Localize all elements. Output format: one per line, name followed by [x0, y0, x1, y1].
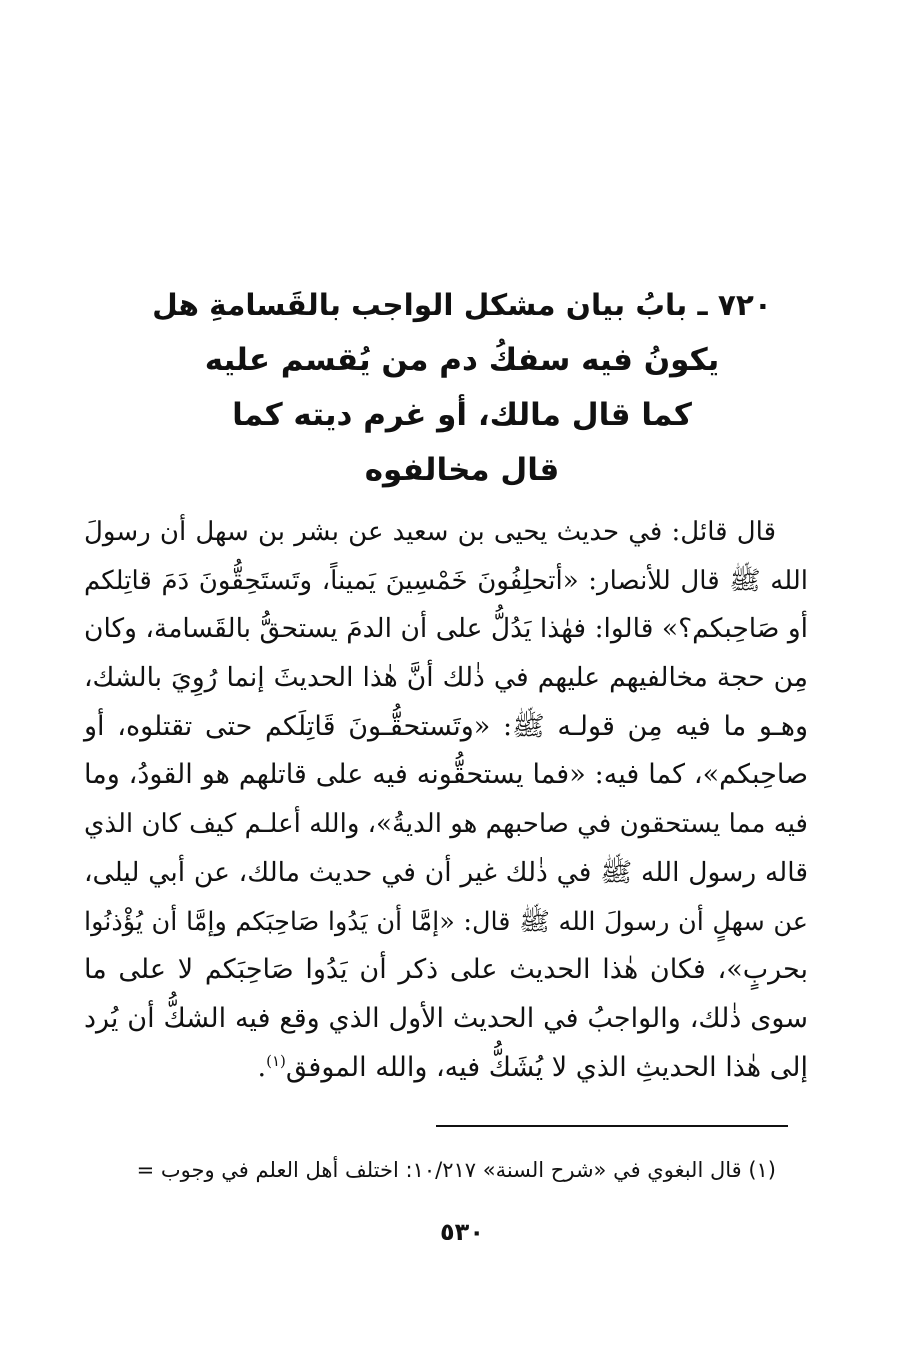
text-line: سوى ذٰلك، والواجبُ في الحديث الأول الذي وقع فيه الشكُّ أن يُرد [84, 1002, 808, 1034]
text-line: أو صَاحِبكم؟» قالوا: فهٰذا يَدُلُّ على أن الدمَ يستحقُّ بالقَسامة، وكان [84, 613, 808, 645]
text-line: عن سهلٍ أن رسولَ الله ﷺ قال: «إمَّا أن يَدُوا صَاحِبَكم وإمَّا أن يُؤْذنُوا [84, 906, 808, 937]
footnote-reference: (١) [266, 1051, 286, 1070]
text-line: فيه مما يستحقون في صاحبهم هو الديةُ»، والله أعلـم كيف كان الذي [84, 809, 808, 840]
chapter-heading-line: يكونُ فيه سفكُ دم من يُقسم عليه [204, 342, 720, 378]
chapter-heading [150, 278, 774, 498]
text-line: صاحِبكم»، كما فيه: «فما يستحقُّونه فيه على قاتلهم هو القودُ، وما [84, 759, 808, 791]
text-line: بحربٍ»، فكان هٰذا الحديث على ذكر أن يَدُوا صَاحِبَكم لا على ما [84, 954, 808, 986]
last-line-text: إلى هٰذا الحديثِ الذي لا يُشَكُّ فيه، والله الموفق [285, 1051, 808, 1083]
chapter-heading-line: كما قال مالك، أو غرم ديته كما [232, 397, 692, 433]
last-text-line [84, 1044, 808, 1093]
text-line: قال قائل: في حديث يحيى بن سعيد عن بشر بن سهل أن رسولَ [84, 517, 776, 547]
end-period: . [257, 1051, 267, 1083]
text-line: الله ﷺ قال للأنصار: «أتحلِفُونَ خَمْسِينَ يَميناً، وتَستَحِقُّونَ دَمَ قاتِلكم [84, 565, 808, 596]
page-number: ٥٣٠ [440, 1218, 484, 1246]
text-line: وهـو ما فيه مِن قولـه ﷺ: «وتَستحقُّـونَ قَاتِلَكم حتى تقتلوه، أو [84, 710, 808, 742]
body-paragraph [84, 508, 808, 1092]
chapter-heading-line: ٧٢٠ ـ بابُ بيان مشكل الواجب بالقَسامةِ هل [152, 288, 772, 322]
footnote: (١) قال البغوي في «شرح السنة» ١٠/٢١٧: اختلف أهل العلم في وجوب = [136, 1158, 776, 1182]
text-line: مِن حجة مخالفيهم عليهم في ذٰلك أنَّ هٰذا الحديثَ إنما رُوِيَ بالشك، [84, 662, 808, 694]
text-line: قاله رسول الله ﷺ في ذٰلك غير أن في حديث مالك، عن أبي ليلى، [84, 856, 808, 888]
chapter-heading-line: قال مخالفوه [364, 452, 560, 488]
footnote-separator [436, 1125, 788, 1127]
